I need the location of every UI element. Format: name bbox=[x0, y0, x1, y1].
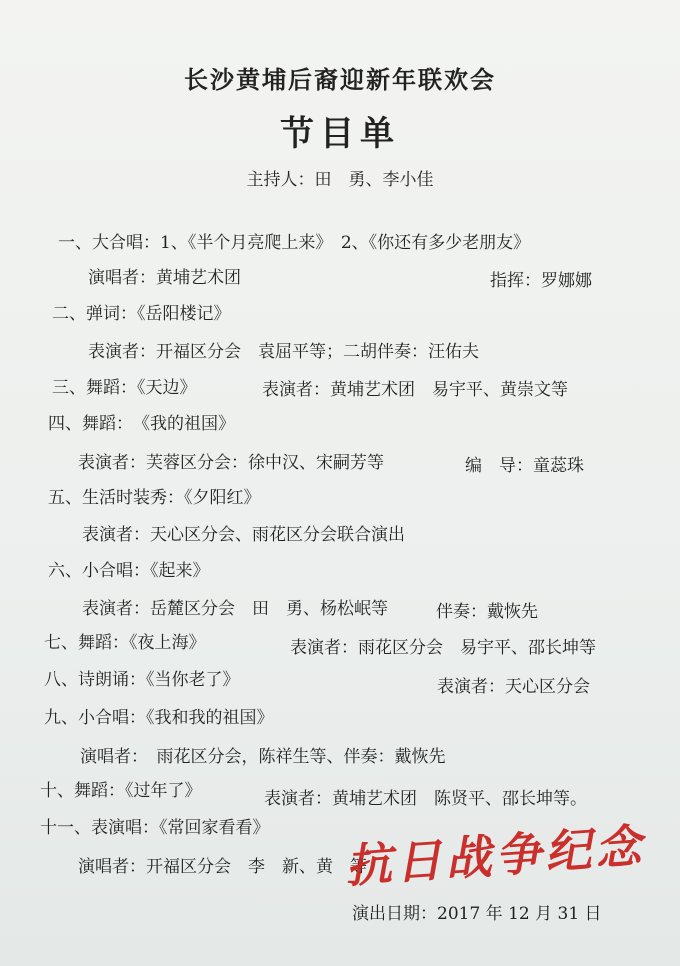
program-item-11-performers: 演唱者：开福区分会 李 新、黄 等 bbox=[78, 857, 367, 877]
program-item-1-performers: 演唱者：黄埔艺术团 bbox=[88, 268, 241, 288]
program-item-2: 二、弹词：《岳阳楼记》 bbox=[52, 304, 231, 324]
program-item-6-performers: 表演者：岳麓区分会 田 勇、杨松岷等 bbox=[82, 599, 388, 619]
program-item-3-performers: 表演者：黄埔艺术团 易宇平、黄崇文等 bbox=[262, 380, 568, 400]
program-item-8: 八、诗朗诵：《当你老了》 bbox=[44, 670, 240, 690]
program-item-1: 一、大合唱：1、《半个月亮爬上来》 2、《你还有多少老朋友》 bbox=[58, 233, 531, 253]
program-item-5-performers: 表演者：天心区分会、雨花区分会联合演出 bbox=[82, 525, 405, 545]
program-item-6: 六、小合唱：《起来》 bbox=[48, 561, 210, 581]
program-item-4-performers: 表演者：芙蓉区分会：徐中汉、宋嗣芳等 bbox=[78, 453, 384, 473]
performance-date: 演出日期：2017 年 12 月 31 日 bbox=[352, 904, 602, 924]
program-item-2-performers: 表演者：开福区分会 袁屈平等；二胡伴奏：汪佑夫 bbox=[88, 342, 479, 362]
red-calligraphy-overlay: 抗日战争纪念 bbox=[343, 818, 647, 894]
program-item-11: 十一、表演唱：《常回家看看》 bbox=[40, 818, 270, 838]
program-item-4: 四、舞蹈： 《我的祖国》 bbox=[48, 414, 235, 434]
program-item-6-accompanist: 伴奏：戴恢先 bbox=[436, 602, 538, 622]
event-title: 长沙黄埔后裔迎新年联欢会 bbox=[184, 65, 496, 94]
program-item-10: 十、舞蹈：《过年了》 bbox=[40, 781, 202, 801]
program-item-5: 五、生活时装秀：《夕阳红》 bbox=[48, 488, 261, 508]
program-item-9-performers: 演唱者： 雨花区分会，陈祥生等、伴奏：戴恢先 bbox=[80, 747, 446, 767]
program-item-7-performers: 表演者：雨花区分会 易宇平、邵长坤等 bbox=[290, 638, 596, 658]
document-title: 节目单 bbox=[280, 114, 400, 154]
program-item-10-performers: 表演者：黄埔艺术团 陈贤平、邵长坤等。 bbox=[264, 789, 587, 809]
program-item-8-performers: 表演者：天心区分会 bbox=[437, 677, 590, 697]
program-item-3: 三、舞蹈：《天边》 bbox=[52, 378, 197, 398]
hosts-line: 主持人：田 勇、李小佳 bbox=[246, 170, 434, 190]
program-item-4-director: 编 导：童蕊珠 bbox=[465, 456, 584, 476]
program-item-1-conductor: 指挥：罗娜娜 bbox=[490, 271, 592, 291]
program-item-7: 七、舞蹈：《夜上海》 bbox=[44, 633, 206, 653]
program-item-9: 九、小合唱：《我和我的祖国》 bbox=[44, 708, 274, 728]
